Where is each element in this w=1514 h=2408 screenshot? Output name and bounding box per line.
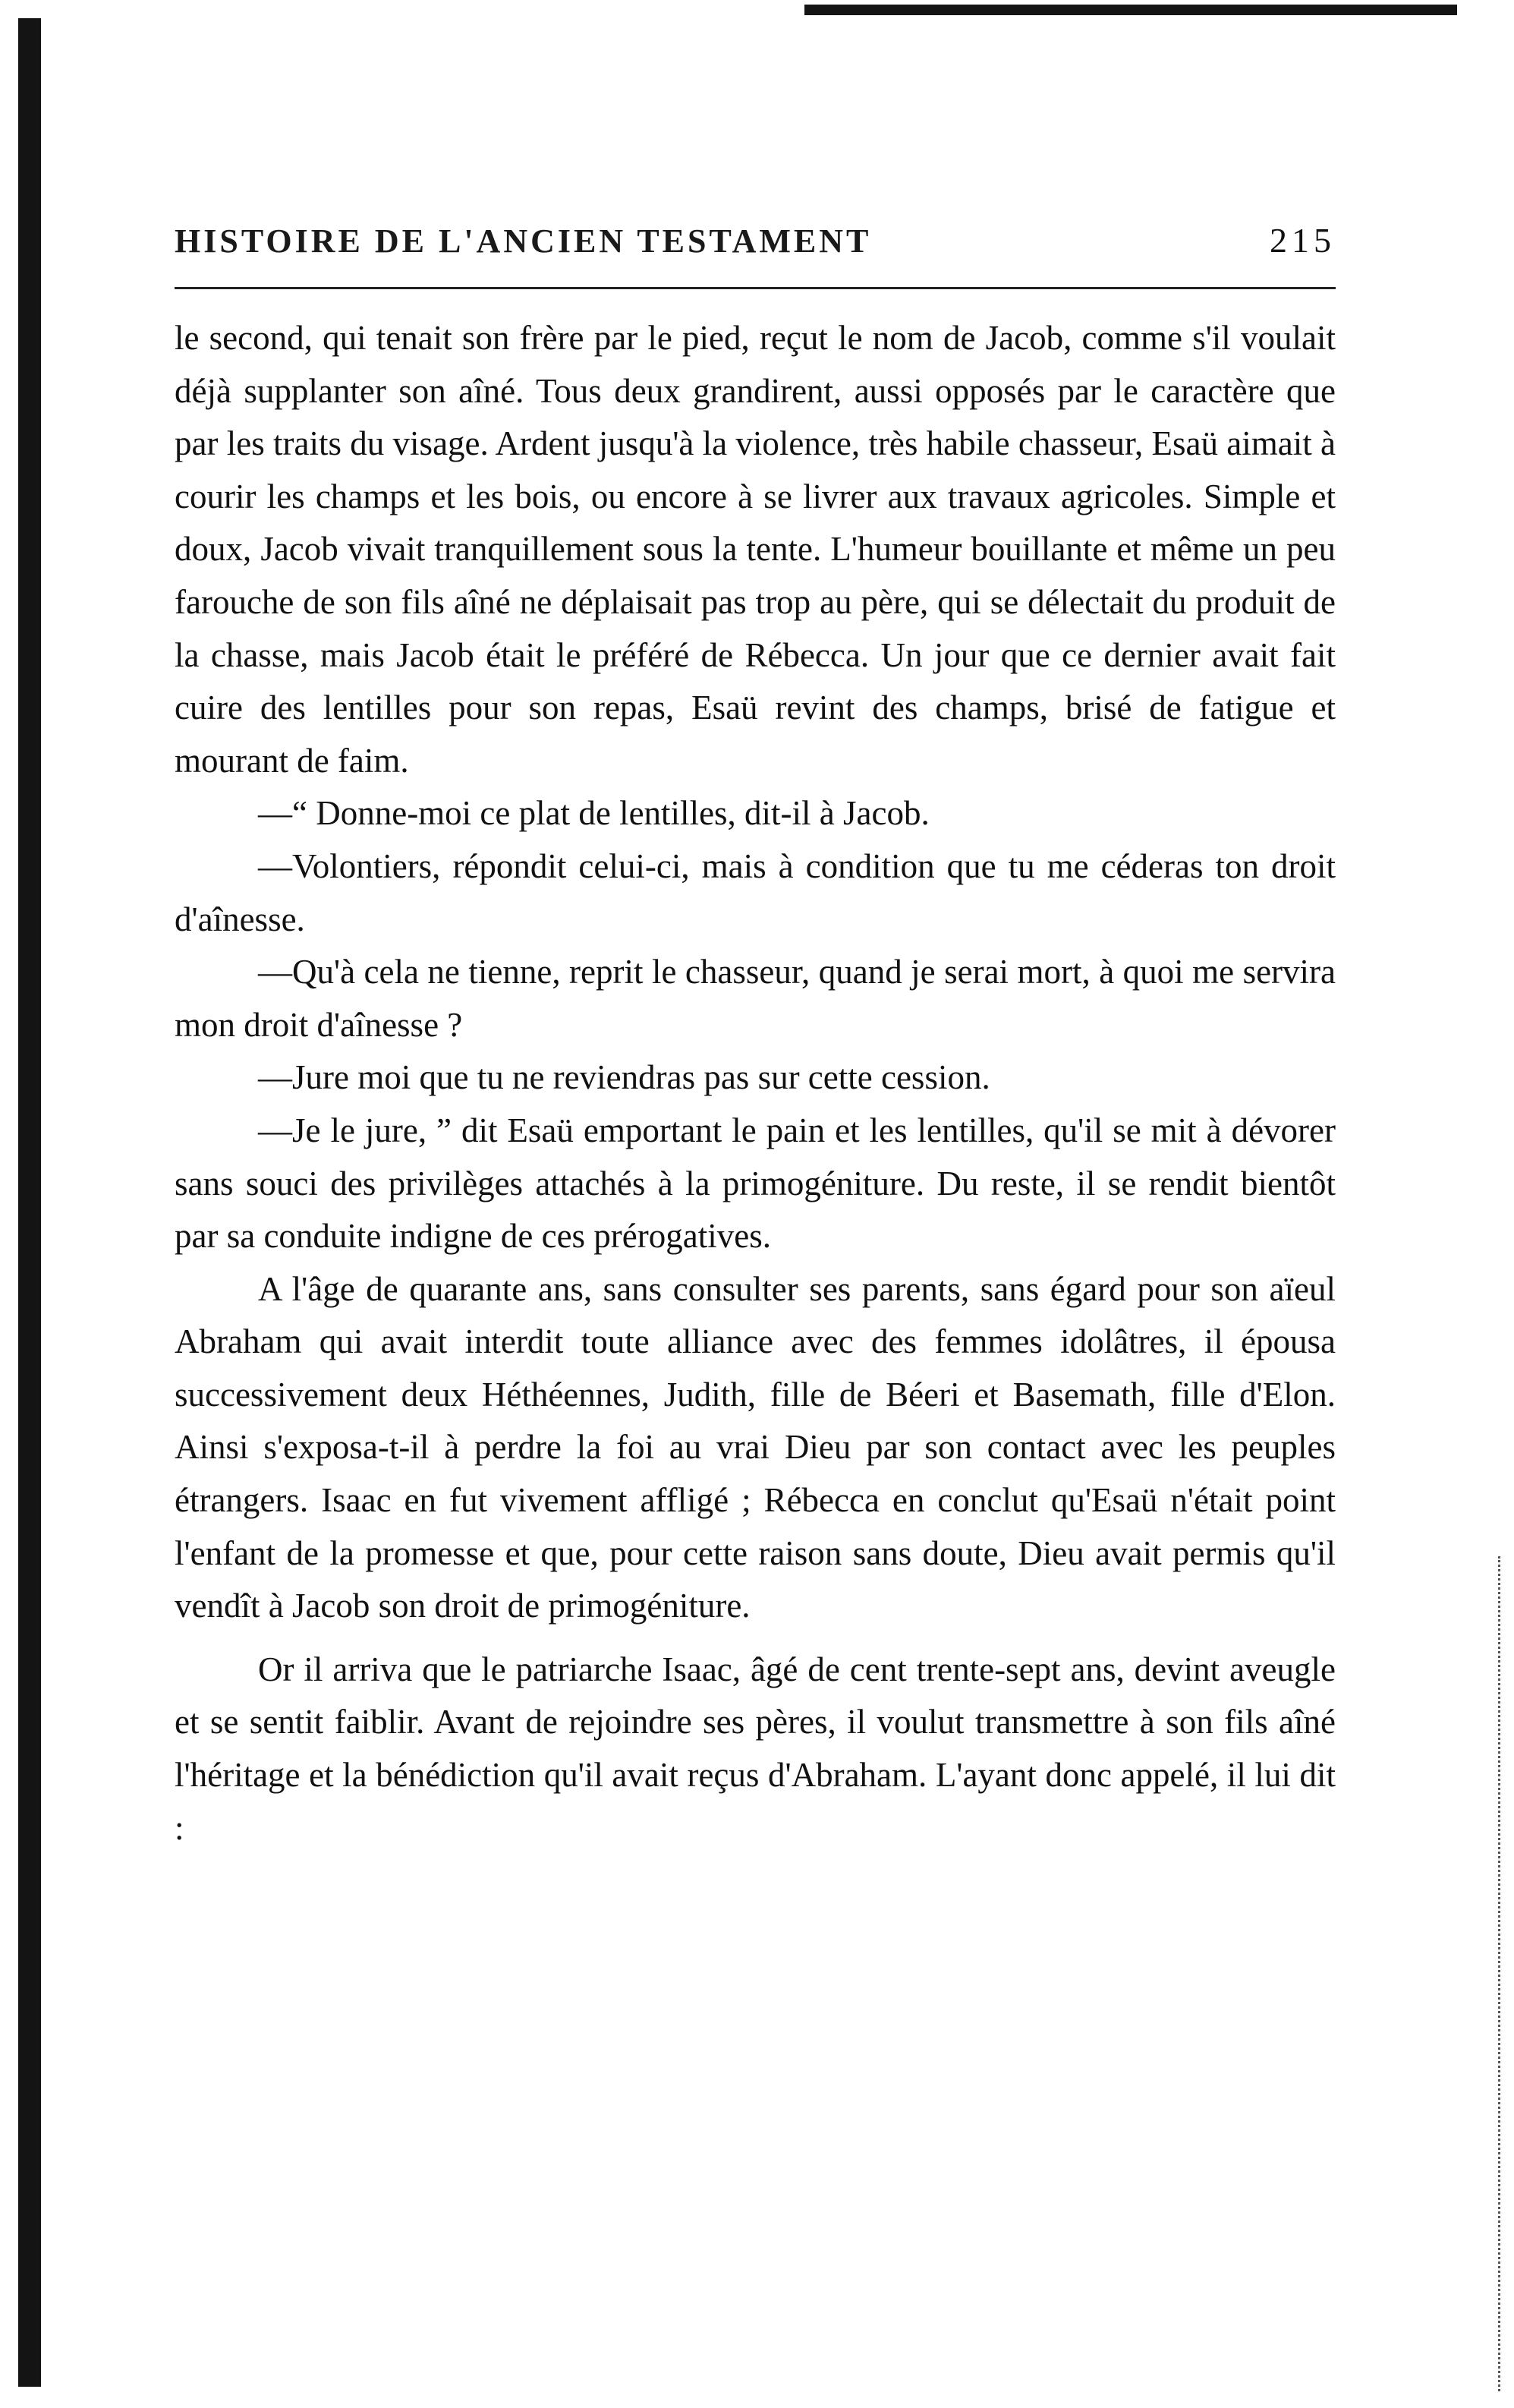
header-rule: [175, 287, 1336, 289]
dialogue-line: —“ Donne-moi ce plat de lentilles, dit-il à Jacob.: [258, 794, 930, 833]
scan-specks: [1475, 1556, 1500, 2391]
scan-edge-left: [18, 18, 41, 2387]
book-page: [175, 220, 1336, 1855]
page-number: 215: [1270, 221, 1336, 260]
dialogue-line: —Je le jure, ” dit Esaü emportant le pain et les lentilles, qu'il se mit à dévorer sans souci des privilèges attachés à la primogéniture. Du reste, il se rendit bientôt par sa conduite indigne de ces prérogatives.: [175, 1111, 1336, 1256]
running-title: HISTOIRE DE L'ANCIEN TESTAMENT: [175, 222, 872, 260]
paragraph: Or il arriva que le patriarche Isaac, âgé de cent trente-sept ans, devint aveugle et se sentit faiblir. Avant de rejoindre ses pères, il voulut transmettre à son fils aîné l'héritage et la bénédiction qu'il avait reçus d'Abraham. L'ayant donc appelé, il lui dit :: [175, 1650, 1336, 1847]
scan-edge-top: [804, 5, 1457, 15]
paragraph: le second, qui tenait son frère par le pied, reçut le nom de Jacob, comme s'il voulait déjà supplanter son aîné. Tous deux grandirent, aussi opposés par le caractère que par les traits du visage. Ardent jusqu'à la violence, très habile chasseur, Esaü aimait à courir les champs et les bois, ou encore à se livrer aux travaux agricoles. Simple et doux, Jacob vivait tranquillement sous la tente. L'humeur bouillante et même un peu farouche de son fils aîné ne déplaisait pas trop au père, qui se délectait du produit de la chasse, mais Jacob était le préféré de Rébecca. Un jour que ce dernier avait fait cuire des lentilles pour son repas, Esaü revint des champs, brisé de fatigue et mourant de faim.: [175, 319, 1336, 780]
dialogue-line: —Volontiers, répondit celui-ci, mais à condition que tu me céderas ton droit d'aînesse.: [175, 846, 1336, 938]
paragraph: A l'âge de quarante ans, sans consulter ses parents, sans égard pour son aïeul Abraham qui avait interdit toute alliance avec des femmes idolâtres, il épousa successivement deux Héthéennes, Judith, fille de Béeri et Basemath, fille d'Elon. Ainsi s'exposa-t-il à perdre la foi au vrai Dieu par son contact avec les peuples étrangers. Isaac en fut vivement affligé ; Rébecca en conclut qu'Esaü n'était point l'enfant de la promesse et que, pour cette raison sans doute, Dieu avait permis qu'il vendît à Jacob son droit de primogéniture.: [175, 1269, 1336, 1625]
body-text: [175, 312, 1336, 1855]
running-head: [175, 220, 1336, 281]
dialogue-line: —Qu'à cela ne tienne, reprit le chasseur, quand je serai mort, à quoi me servira mon droit d'aînesse ?: [175, 953, 1336, 1044]
dialogue-line: —Jure moi que tu ne reviendras pas sur cette cession.: [258, 1058, 990, 1097]
